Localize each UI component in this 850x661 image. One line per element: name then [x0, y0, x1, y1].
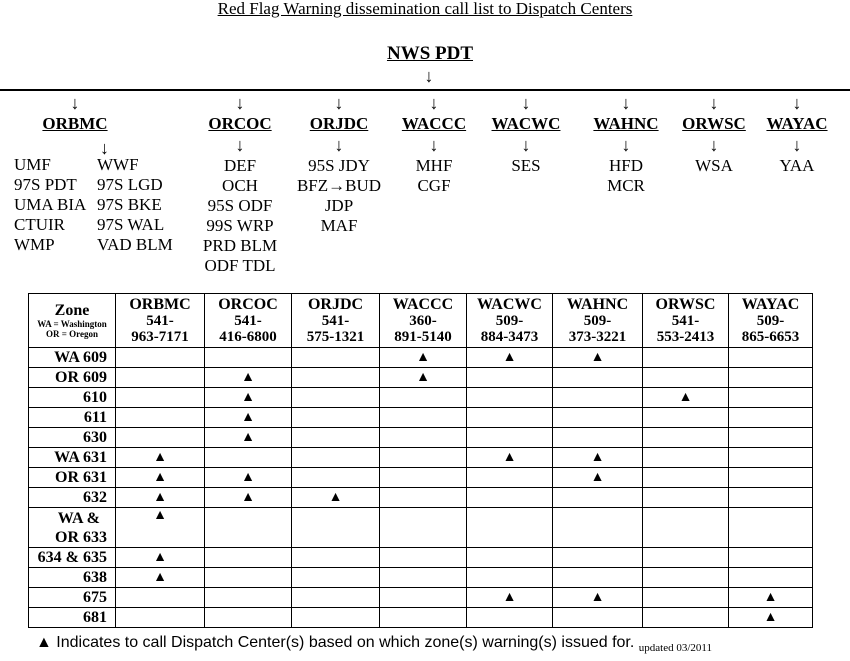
- zone-label-line-2: OR 633: [55, 528, 107, 546]
- dispatch-cell: [553, 468, 643, 488]
- dispatch-cell: [553, 408, 643, 428]
- zone-label: OR 609: [55, 369, 107, 386]
- phone-line-1: 509-: [583, 312, 612, 329]
- dispatch-cell: [205, 348, 292, 368]
- zone-cell: [29, 508, 116, 548]
- dispatch-cell: [643, 448, 729, 468]
- unit-item: OCH: [222, 176, 258, 195]
- dispatch-cell: [205, 408, 292, 428]
- down-arrow-icon: ↓: [334, 135, 344, 155]
- center-orcoc: [195, 93, 285, 276]
- unit-item: DEF: [223, 156, 257, 175]
- call-marker-icon: ▲: [153, 469, 167, 485]
- down-arrow-icon: ↓: [70, 93, 80, 113]
- dispatch-cell: [380, 608, 467, 628]
- dispatch-cell: [205, 388, 292, 408]
- dispatch-cell: [643, 468, 729, 488]
- dispatch-cell: [205, 448, 292, 468]
- zone-label: 638: [83, 569, 107, 586]
- orbmc-list-right: [97, 155, 173, 255]
- call-marker-icon: ▲: [153, 508, 167, 523]
- table-row: [29, 368, 813, 388]
- down-arrow-icon: ↓: [235, 93, 245, 113]
- unit-item: ODF TDL: [204, 256, 276, 275]
- call-marker-icon: ▲: [416, 349, 430, 365]
- zone-label: OR 631: [55, 469, 107, 486]
- dispatch-cell: [643, 368, 729, 388]
- dispatch-cell: [729, 468, 813, 488]
- dispatch-cell: [643, 388, 729, 408]
- dispatch-cell: [467, 428, 553, 448]
- dispatch-cell: [116, 388, 205, 408]
- zone-label: 630: [83, 429, 107, 446]
- down-arrow-icon: ↓: [621, 93, 631, 113]
- dispatch-cell: [467, 608, 553, 628]
- call-marker-icon: ▲: [241, 489, 255, 505]
- center-name: WACCC: [401, 114, 467, 133]
- unit-list: [195, 156, 285, 276]
- unit-item: MCR: [607, 176, 645, 195]
- dispatch-cell: [380, 428, 467, 448]
- unit-list: [394, 156, 474, 196]
- down-arrow-icon: ↓: [521, 93, 531, 113]
- center-name: ORCOC: [208, 114, 272, 133]
- table-row: [29, 548, 813, 568]
- zone-label: 611: [83, 409, 107, 426]
- unit-item: SES: [511, 156, 541, 175]
- phone-line-1: 541-: [671, 312, 700, 329]
- unit-item: PRD BLM: [202, 236, 278, 255]
- dispatch-cell: [205, 488, 292, 508]
- call-marker-icon: ▲: [590, 449, 605, 465]
- call-marker-icon: ▲: [416, 369, 430, 385]
- center-wacwc: [486, 93, 566, 176]
- dispatch-cell: [729, 548, 813, 568]
- dispatch-cell: [553, 428, 643, 448]
- unit-item: 95S ODF: [207, 196, 273, 215]
- zone-cell: [29, 488, 116, 508]
- unit-item: 97S WAL: [97, 215, 165, 234]
- zone-dispatch-table: [28, 293, 813, 628]
- dispatch-cell: [643, 508, 729, 548]
- table-row: [29, 468, 813, 488]
- legend-text: ▲ Indicates to call Dispatch Center(s) based on which zone(s) warning(s) issued for.: [36, 634, 635, 651]
- unit-item: VAD BLM: [97, 235, 173, 254]
- center-name: ORJDC: [309, 114, 369, 133]
- nws-down-arrow-icon: ↓: [424, 66, 434, 86]
- phone-line-2: 575-1321: [306, 328, 365, 345]
- call-marker-icon: ▲: [241, 469, 255, 485]
- updated-date: updated 03/2011: [638, 642, 712, 654]
- column-name: WACCC: [392, 295, 454, 313]
- dispatch-cell: [553, 368, 643, 388]
- unit-list: [760, 156, 834, 176]
- dispatch-cell: [292, 548, 380, 568]
- column-header: [467, 294, 553, 348]
- call-marker-icon: ▲: [241, 429, 255, 445]
- legend-footnote: [36, 633, 712, 658]
- dispatch-cell: [205, 608, 292, 628]
- zone-cell: [29, 408, 116, 428]
- dispatch-cell: [380, 588, 467, 608]
- zone-cell: [29, 588, 116, 608]
- unit-item: MAF: [320, 216, 358, 235]
- phone-line-1: 541-: [321, 312, 350, 329]
- dispatch-cell: [729, 588, 813, 608]
- table-row: [29, 588, 813, 608]
- down-arrow-icon: ↓: [709, 93, 719, 113]
- unit-item: JDP: [324, 196, 354, 215]
- zone-cell: [29, 548, 116, 568]
- dispatch-cell: [467, 548, 553, 568]
- dispatch-cell: [292, 368, 380, 388]
- center-name: WACWC: [491, 114, 561, 133]
- dispatch-cell: [380, 448, 467, 468]
- dispatch-cell: [116, 448, 205, 468]
- dispatch-cell: [553, 568, 643, 588]
- dispatch-cell: [205, 508, 292, 548]
- dispatch-cell: [553, 508, 643, 548]
- zone-cell: [29, 428, 116, 448]
- dispatch-cell: [643, 408, 729, 428]
- column-header: [729, 294, 813, 348]
- unit-item: BFZ→BUD: [296, 176, 382, 195]
- dispatch-cell: [729, 408, 813, 428]
- dispatch-cell: [467, 448, 553, 468]
- unit-list: [486, 156, 566, 176]
- column-header: [116, 294, 205, 348]
- dispatch-cell: [729, 568, 813, 588]
- phone-line-2: 891-5140: [394, 328, 452, 345]
- dispatch-cell: [643, 428, 729, 448]
- dispatch-cell: [116, 368, 205, 388]
- unit-item: CGF: [417, 176, 451, 195]
- unit-item: 97S BKE: [97, 195, 162, 214]
- dispatch-cell: [643, 348, 729, 368]
- down-arrow-icon: ↓: [429, 93, 439, 113]
- table-row: [29, 568, 813, 588]
- dispatch-cell: [292, 468, 380, 488]
- dispatch-cell: [729, 388, 813, 408]
- dispatch-cell: [116, 608, 205, 628]
- zone-cell: [29, 568, 116, 588]
- dispatch-cell: [205, 548, 292, 568]
- down-arrow-icon: ↓: [429, 135, 439, 155]
- unit-item: WWF: [97, 155, 139, 174]
- dispatch-cell: [643, 488, 729, 508]
- zone-cell: [29, 348, 116, 368]
- orbmc-list-left: [14, 155, 86, 255]
- dispatch-cell: [380, 348, 467, 368]
- call-marker-icon: ▲: [502, 449, 517, 465]
- center-name: ORWSC: [682, 114, 746, 133]
- call-marker-icon: ▲: [153, 549, 167, 565]
- nws-office-label: NWS PDT: [386, 43, 474, 64]
- dispatch-cell: [553, 488, 643, 508]
- dispatch-cell: [205, 588, 292, 608]
- dispatch-cell: [729, 608, 813, 628]
- dispatch-cell: [729, 368, 813, 388]
- divider-line: [0, 89, 850, 91]
- column-name: WACWC: [477, 295, 542, 313]
- down-arrow-icon: ↓: [521, 135, 531, 155]
- unit-item: CTUIR: [14, 215, 65, 234]
- phone-line-1: 509-: [495, 312, 524, 329]
- center-orwsc: [676, 93, 752, 176]
- dispatch-cell: [729, 488, 813, 508]
- dispatch-cell: [467, 568, 553, 588]
- column-header: [292, 294, 380, 348]
- column-header: [205, 294, 292, 348]
- column-name: ORBMC: [129, 295, 191, 313]
- dispatch-cell: [205, 368, 292, 388]
- center-name: WAYAC: [766, 114, 828, 133]
- zone-label: WA 609: [54, 349, 107, 366]
- dispatch-cell: [205, 568, 292, 588]
- unit-item: WSA: [695, 156, 733, 175]
- call-marker-icon: ▲: [502, 349, 517, 365]
- center-orjdc: [294, 93, 384, 236]
- dispatch-cell: [116, 588, 205, 608]
- down-arrow-icon: ↓: [709, 135, 719, 155]
- center-orbmc: [40, 93, 110, 134]
- column-header: [643, 294, 729, 348]
- dispatch-cell: [467, 588, 553, 608]
- dispatch-cell: [729, 348, 813, 368]
- table-row: [29, 428, 813, 448]
- phone-line-1: 541-: [234, 312, 262, 329]
- call-marker-icon: ▲: [153, 569, 167, 585]
- zone-cell: [29, 368, 116, 388]
- dispatch-cell: [116, 348, 205, 368]
- call-marker-icon: ▲: [763, 589, 778, 605]
- dispatch-cell: [467, 348, 553, 368]
- down-arrow-icon: ↓: [334, 93, 344, 113]
- column-name: ORCOC: [218, 295, 278, 313]
- zone-label: WA 631: [54, 449, 107, 466]
- dispatch-cell: [380, 488, 467, 508]
- dispatch-cell: [553, 588, 643, 608]
- dispatch-cell: [553, 608, 643, 628]
- phone-line-2: 884-3473: [480, 328, 539, 345]
- dispatch-cell: [467, 408, 553, 428]
- dispatch-cell: [116, 508, 205, 548]
- call-marker-icon: ▲: [763, 609, 778, 625]
- zone-label: 632: [83, 489, 107, 506]
- unit-list: [676, 156, 752, 176]
- dispatch-cell: [116, 468, 205, 488]
- dispatch-cell: [116, 488, 205, 508]
- down-arrow-icon: ↓: [235, 135, 245, 155]
- call-marker-icon: ▲: [241, 369, 255, 385]
- call-marker-icon: ▲: [153, 449, 167, 465]
- dispatch-cell: [292, 588, 380, 608]
- dispatch-cell: [553, 388, 643, 408]
- zone-rows: [29, 348, 813, 628]
- call-marker-icon: ▲: [590, 469, 605, 485]
- zone-label: WA &: [57, 509, 100, 527]
- dispatch-cell: [553, 348, 643, 368]
- zone-label: 634 & 635: [37, 549, 107, 566]
- unit-item: HFD: [608, 156, 643, 175]
- zone-cell: [29, 448, 116, 468]
- center-wahnc: [586, 93, 666, 196]
- unit-list: [294, 156, 384, 236]
- phone-line-2: 865-6653: [741, 328, 800, 345]
- column-name: WAYAC: [741, 295, 800, 313]
- table-row: [29, 408, 813, 428]
- dispatch-cell: [643, 608, 729, 628]
- dispatch-cell: [380, 408, 467, 428]
- dispatch-cell: [380, 388, 467, 408]
- dispatch-cell: [729, 428, 813, 448]
- unit-item: 97S LGD: [97, 175, 163, 194]
- zone-label: 681: [83, 609, 107, 626]
- unit-item: 95S JDY: [308, 156, 370, 175]
- dispatch-cell: [553, 548, 643, 568]
- table-row: [29, 348, 813, 368]
- phone-line-2: 963-7171: [131, 328, 189, 345]
- zone-cell: [29, 468, 116, 488]
- phone-line-2: 553-2413: [656, 328, 715, 345]
- dispatch-cell: [467, 368, 553, 388]
- column-header: [380, 294, 467, 348]
- unit-item: MHF: [415, 156, 453, 175]
- dispatch-cell: [467, 388, 553, 408]
- phone-line-1: 509-: [756, 312, 785, 329]
- call-marker-icon: ▲: [241, 389, 255, 405]
- dispatch-cell: [380, 548, 467, 568]
- unit-item: YAA: [779, 156, 815, 175]
- table-row: [29, 608, 813, 628]
- dispatch-cell: [292, 348, 380, 368]
- center-waccc: [394, 93, 474, 196]
- unit-item: 97S PDT: [14, 175, 77, 194]
- zone-legend-or: OR = Oregon: [46, 328, 98, 339]
- down-arrow-icon: ↓: [792, 135, 802, 155]
- dispatch-cell: [116, 428, 205, 448]
- dispatch-cell: [467, 508, 553, 548]
- dispatch-cell: [643, 588, 729, 608]
- zone-legend-wa: WA = Washington: [37, 318, 107, 329]
- call-marker-icon: ▲: [590, 589, 605, 605]
- unit-item: UMA BIA: [14, 195, 87, 214]
- phone-line-1: 360-: [409, 312, 437, 329]
- page-title: Red Flag Warning dissemination call list to Dispatch Centers: [217, 0, 633, 18]
- dispatch-cell: [292, 568, 380, 588]
- dispatch-cell: [116, 568, 205, 588]
- dispatch-cell: [292, 388, 380, 408]
- dispatch-cell: [205, 468, 292, 488]
- center-name: WAHNC: [593, 114, 659, 133]
- dispatch-cell: [729, 448, 813, 468]
- call-marker-icon: ▲: [153, 489, 167, 505]
- column-header: [553, 294, 643, 348]
- dispatch-cell: [467, 488, 553, 508]
- unit-item: WMP: [14, 235, 55, 254]
- dispatch-cell: [292, 408, 380, 428]
- call-marker-icon: ▲: [678, 389, 693, 405]
- zone-label: 610: [83, 389, 107, 406]
- dispatch-cell: [292, 608, 380, 628]
- unit-list: [586, 156, 666, 196]
- phone-line-1: 541-: [146, 312, 174, 329]
- dispatch-cell: [467, 468, 553, 488]
- table-row: [29, 508, 813, 548]
- zone-column-header: [29, 294, 116, 348]
- phone-line-2: 416-6800: [219, 328, 277, 345]
- down-arrow-icon: ↓: [792, 93, 802, 113]
- column-name: ORWSC: [655, 295, 716, 313]
- call-marker-icon: ▲: [590, 349, 605, 365]
- dispatch-cell: [643, 568, 729, 588]
- dispatch-cell: [643, 548, 729, 568]
- dispatch-cell: [380, 468, 467, 488]
- table-header-row: [29, 294, 813, 348]
- table-row: [29, 488, 813, 508]
- zone-label: 675: [83, 589, 107, 606]
- call-marker-icon: ▲: [241, 409, 255, 425]
- dispatch-cell: [380, 568, 467, 588]
- dispatch-cell: [380, 368, 467, 388]
- call-marker-icon: ▲: [502, 589, 517, 605]
- dispatch-cell: [292, 488, 380, 508]
- dispatch-cell: [380, 508, 467, 548]
- dispatch-cell: [116, 408, 205, 428]
- dispatch-cell: [553, 448, 643, 468]
- unit-item: 99S WRP: [206, 216, 274, 235]
- dispatch-cell: [292, 508, 380, 548]
- dispatch-cell: [292, 448, 380, 468]
- down-arrow-icon: ↓: [621, 135, 631, 155]
- dispatch-cell: [116, 548, 205, 568]
- center-wayac: [760, 93, 834, 176]
- table-row: [29, 388, 813, 408]
- column-name: ORJDC: [307, 295, 364, 313]
- phone-line-2: 373-3221: [568, 328, 627, 345]
- dispatch-cell: [292, 428, 380, 448]
- dispatch-cell: [205, 428, 292, 448]
- zone-cell: [29, 608, 116, 628]
- center-name: ORBMC: [42, 114, 108, 133]
- zone-cell: [29, 388, 116, 408]
- dispatch-cell: [729, 508, 813, 548]
- unit-item: UMF: [14, 155, 51, 174]
- column-name: WAHNC: [566, 295, 629, 313]
- zone-header: Zone: [54, 301, 90, 319]
- table-row: [29, 448, 813, 468]
- down-arrow-icon: ↓: [100, 138, 109, 158]
- call-marker-icon: ▲: [328, 489, 343, 505]
